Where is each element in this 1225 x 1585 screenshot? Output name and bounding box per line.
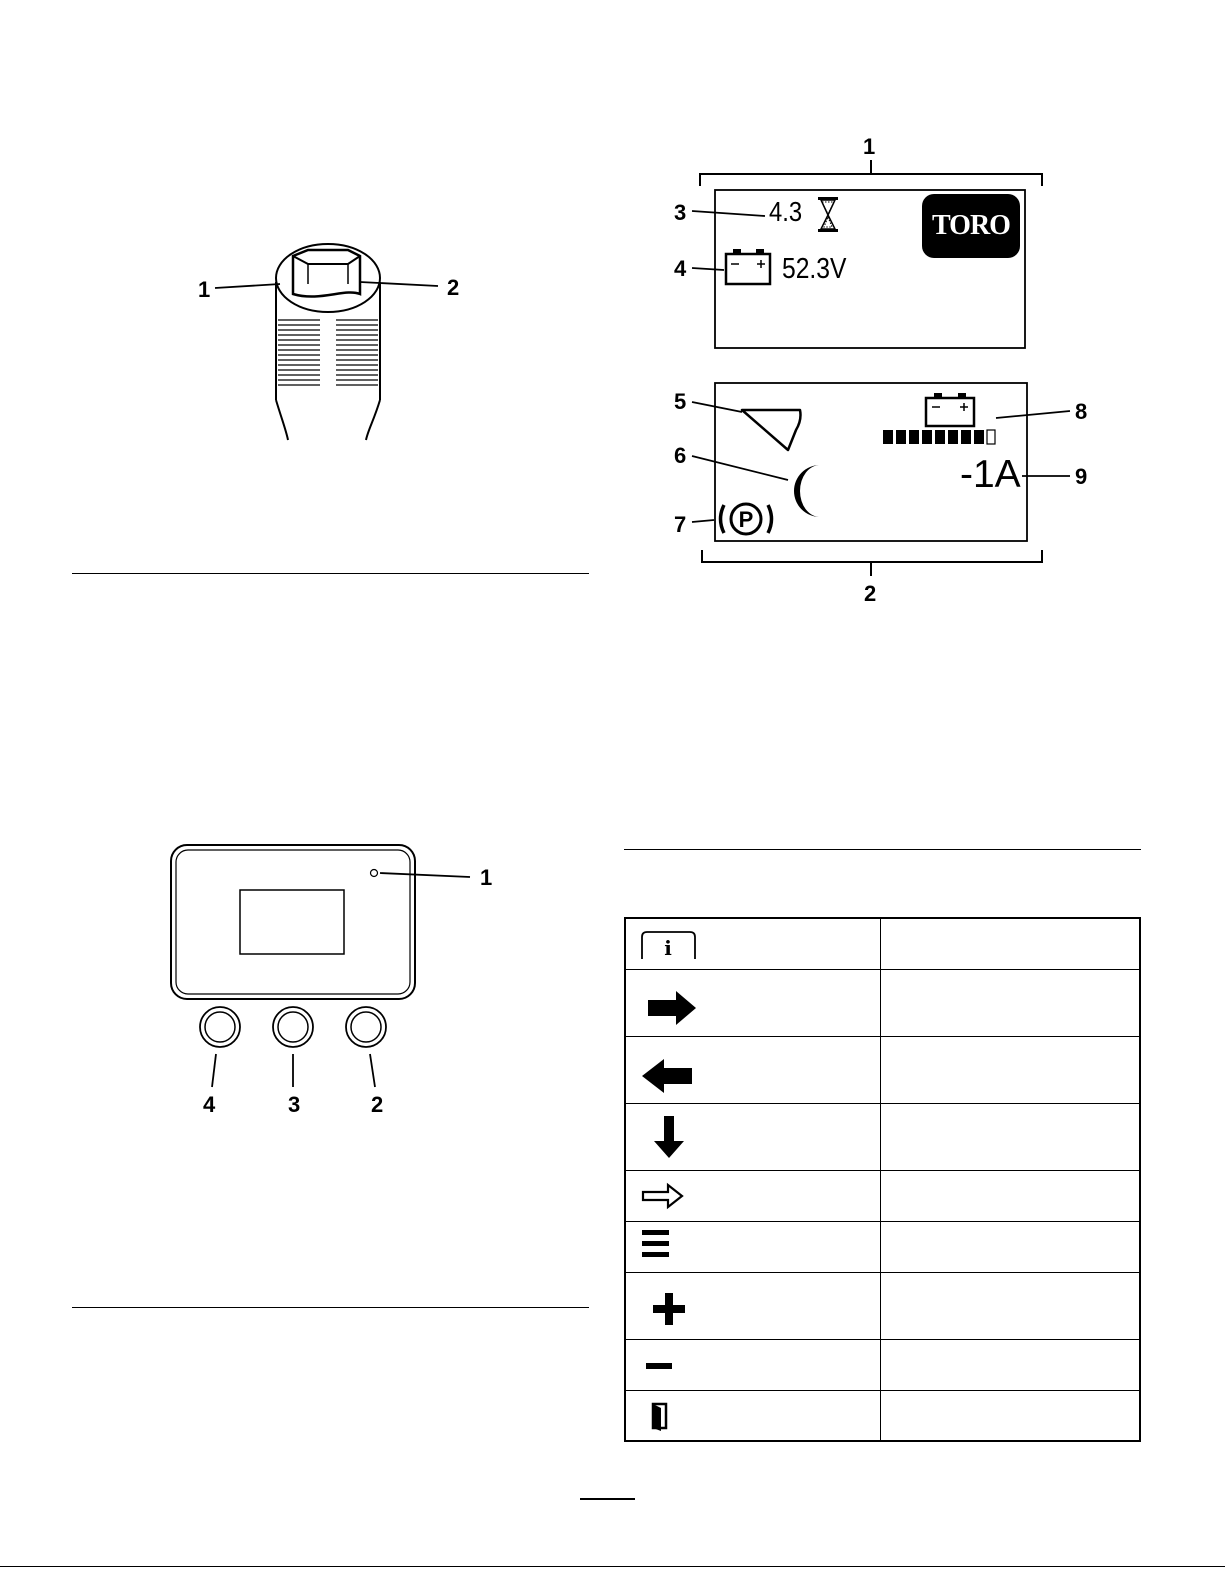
battery-segment-filled xyxy=(922,430,932,444)
callout-6: 6 xyxy=(674,443,687,468)
icon-cell xyxy=(625,1170,880,1221)
description-cell xyxy=(880,1103,1140,1170)
battery-segment-empty xyxy=(987,430,995,444)
minus-icon xyxy=(626,1340,706,1390)
bracket-label-screen-1: 1 xyxy=(863,134,876,159)
description-cell xyxy=(880,1339,1140,1390)
info-icon xyxy=(626,919,706,969)
table-row xyxy=(625,1339,1140,1390)
exit-door-icon xyxy=(626,1391,706,1441)
switch-illustration xyxy=(260,240,560,460)
icon-cell xyxy=(625,1221,880,1272)
table-row xyxy=(625,1103,1140,1170)
battery-segment-filled xyxy=(948,430,958,444)
display-illustration xyxy=(660,130,1160,610)
callout-4: 4 xyxy=(203,1092,216,1117)
battery-segment-filled xyxy=(935,430,945,444)
description-cell xyxy=(880,1170,1140,1221)
section-divider xyxy=(624,849,1141,850)
callout-1: 1 xyxy=(198,277,211,302)
battery-segment-filled xyxy=(961,430,971,444)
callout-3: 3 xyxy=(674,200,687,225)
table-row xyxy=(625,918,1140,969)
callout-1: 1 xyxy=(480,865,493,890)
button-3[interactable] xyxy=(273,1007,313,1047)
status-led xyxy=(371,870,378,877)
table-row xyxy=(625,1272,1140,1339)
battery-icon xyxy=(726,249,770,284)
table-row xyxy=(625,1390,1140,1441)
description-cell xyxy=(880,969,1140,1036)
arrow-down-icon xyxy=(626,1104,706,1170)
voltage-value: 52.3V xyxy=(782,253,847,285)
table-row xyxy=(625,969,1140,1036)
description-cell xyxy=(880,1036,1140,1103)
description-cell xyxy=(880,1272,1140,1339)
callout-2: 2 xyxy=(371,1092,384,1117)
button-4[interactable] xyxy=(200,1007,240,1047)
icon-cell xyxy=(625,1390,880,1441)
section-divider xyxy=(72,1307,589,1308)
battery-segment-filled xyxy=(909,430,919,444)
arrow-right-icon xyxy=(626,970,706,1036)
description-cell xyxy=(880,918,1140,969)
page-bottom-rule xyxy=(0,1566,1225,1567)
icon-table xyxy=(624,917,1141,1442)
battery-icon xyxy=(926,393,974,426)
svg-text:P: P xyxy=(738,507,754,532)
icon-cell xyxy=(625,918,880,969)
battery-level-bar xyxy=(883,430,995,444)
callout-9: 9 xyxy=(1075,464,1088,489)
plus-icon xyxy=(626,1273,706,1339)
battery-segment-filled xyxy=(883,430,893,444)
current-value: -1A xyxy=(960,453,1021,496)
callout-2: 2 xyxy=(447,275,460,300)
table-row xyxy=(625,1170,1140,1221)
section-divider xyxy=(72,573,589,574)
panel-illustration xyxy=(168,842,528,1102)
button-2[interactable] xyxy=(346,1007,386,1047)
table-row xyxy=(625,1221,1140,1272)
description-cell xyxy=(880,1390,1140,1441)
icon-cell xyxy=(625,1272,880,1339)
page-number-rule xyxy=(580,1498,635,1500)
icon-cell xyxy=(625,1036,880,1103)
bracket-label-screen-2: 2 xyxy=(864,581,877,606)
hours-value: 4.3 xyxy=(769,196,803,227)
battery-segment-filled xyxy=(896,430,906,444)
svg-text:i: i xyxy=(664,936,672,960)
callout-4: 4 xyxy=(674,256,687,281)
icon-cell xyxy=(625,969,880,1036)
callout-5: 5 xyxy=(674,389,687,414)
description-cell xyxy=(880,1221,1140,1272)
logo-text: TORO xyxy=(932,210,1010,241)
icon-cell xyxy=(625,1339,880,1390)
callout-8: 8 xyxy=(1075,399,1088,424)
battery-segment-filled xyxy=(974,430,984,444)
callout-3: 3 xyxy=(288,1092,301,1117)
arrow-left-icon xyxy=(626,1037,706,1103)
outline-arrow-right-icon xyxy=(626,1171,706,1221)
table-row xyxy=(625,1036,1140,1103)
icon-cell xyxy=(625,1103,880,1170)
menu-icon xyxy=(626,1222,706,1272)
callout-7: 7 xyxy=(674,512,687,537)
